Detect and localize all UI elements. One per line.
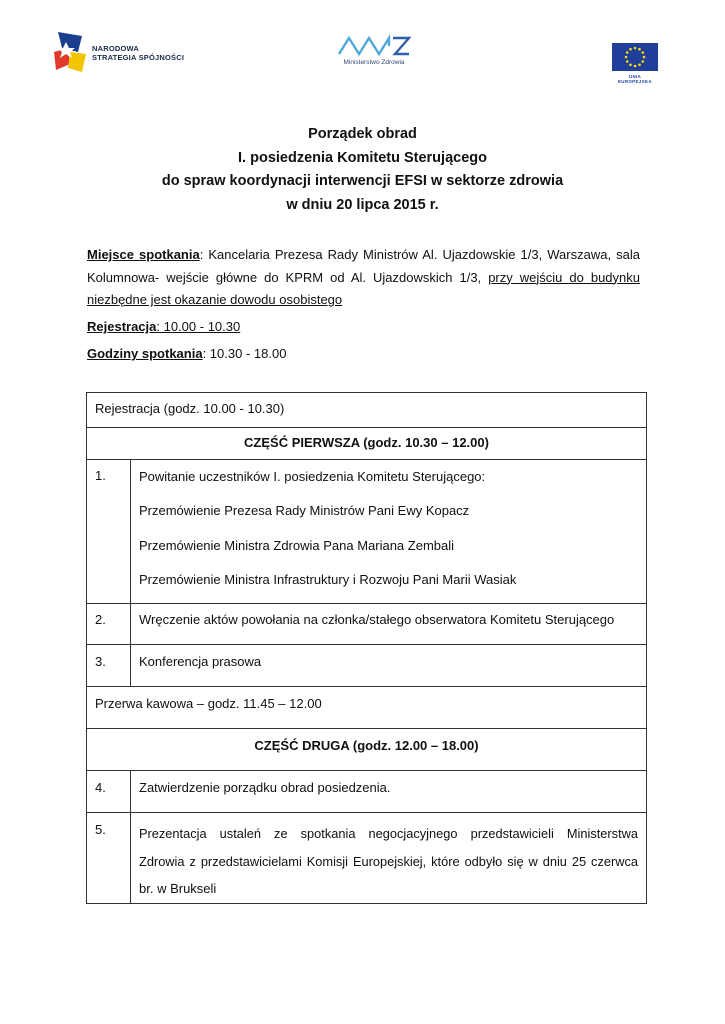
- title-line: do spraw koordynacji interwencji EFSI w sektorze zdrowia: [161, 173, 564, 189]
- table-row: [87, 460, 647, 604]
- table-row: [87, 771, 647, 813]
- table-row: [87, 813, 647, 904]
- meeting-venue: [87, 244, 640, 312]
- item-number: 4.: [87, 771, 131, 813]
- table-row: [87, 687, 647, 729]
- item-number: 5.: [87, 813, 131, 904]
- title-line: w dniu 20 lipca 2015 r.: [286, 196, 439, 213]
- hours-info: [87, 343, 640, 366]
- registration-info: [87, 316, 640, 339]
- item-number: 1.: [87, 460, 131, 604]
- title-line: I. posiedzenia Komitetu Sterującego: [238, 149, 487, 166]
- part2-heading: CZĘŚĆ DRUGA (godz. 12.00 – 18.00): [87, 729, 647, 771]
- eu-flag-icon: [612, 43, 658, 71]
- venue-text: Kolumnowa- wejście główne do KPRM od Al. Ujazdowskich 1/3,: [87, 269, 489, 285]
- agenda-table: [86, 392, 647, 904]
- item-number: 2.: [87, 604, 131, 645]
- header-logos: [0, 0, 725, 100]
- table-row: [87, 604, 647, 645]
- narodowa-strategia-spojnosci-logo: [52, 30, 202, 78]
- break-row: Przerwa kawowa – godz. 11.45 – 12.00: [87, 687, 647, 729]
- mz-wave-icon: [337, 34, 411, 58]
- venue-label: Miejsce spotkania: [87, 247, 200, 262]
- table-row: [87, 729, 647, 771]
- table-row: [87, 428, 647, 460]
- unia-europejska-logo: UNIA EUROPEJSKA: [612, 43, 658, 81]
- venue-text: : Kancelaria Prezesa Rady Ministrów Al. Ujazdowskie 1/3, Warszawa, sala: [199, 247, 640, 262]
- table-row: [87, 645, 647, 687]
- item-content: Powitanie uczestników I. posiedzenia Komitetu Sterującego: Przemówienie Prezesa Rady Ministrów Pani Ewy Kopacz Przemówienie Ministra Zdrowia Pana Mariana Zembali Przemówienie Ministra Infrastruktury i Rozwoju Pani Marii Wasiak: [131, 460, 647, 604]
- nss-logo-text: NARODOWA STRATEGIA SPÓJNOŚCI: [92, 44, 185, 62]
- item-content: Zatwierdzenie porządku obrad posiedzenia.: [131, 771, 647, 813]
- part1-heading: CZĘŚĆ PIERWSZA (godz. 10.30 – 12.00): [87, 428, 647, 460]
- item-number: 3.: [87, 645, 131, 687]
- item-content: Wręczenie aktów powołania na członka/stałego obserwatora Komitetu Sterującego: [131, 604, 647, 645]
- hours-value: : 10.30 - 18.00: [202, 346, 287, 361]
- registration-row: Rejestracja (godz. 10.00 - 10.30): [87, 393, 647, 428]
- table-row: [87, 393, 647, 428]
- nss-emblem-icon: [52, 30, 88, 76]
- venue-note: niezbędne jest okazanie dowodu osobistego: [87, 292, 343, 307]
- item-content: Prezentacja ustaleń ze spotkania negocjacyjnego przedstawicieli Ministerstwa Zdrowia z przedstawicielami Komisji Europejskiej, które odbyło się w dniu 25 czerwca br. w Brukseli: [131, 813, 647, 904]
- hours-label: Godziny spotkania: [87, 346, 203, 361]
- item-content: Konferencja prasowa: [131, 645, 647, 687]
- registration-value: : 10.00 - 10.30: [156, 319, 241, 334]
- venue-note: przy wejściu do budynku: [488, 269, 640, 285]
- document-title: [0, 123, 725, 217]
- title-line: Porządek obrad: [308, 126, 417, 142]
- ministerstwo-zdrowia-logo: Ministerstwo Zdrowia: [334, 34, 414, 74]
- registration-label: Rejestracja: [87, 319, 157, 334]
